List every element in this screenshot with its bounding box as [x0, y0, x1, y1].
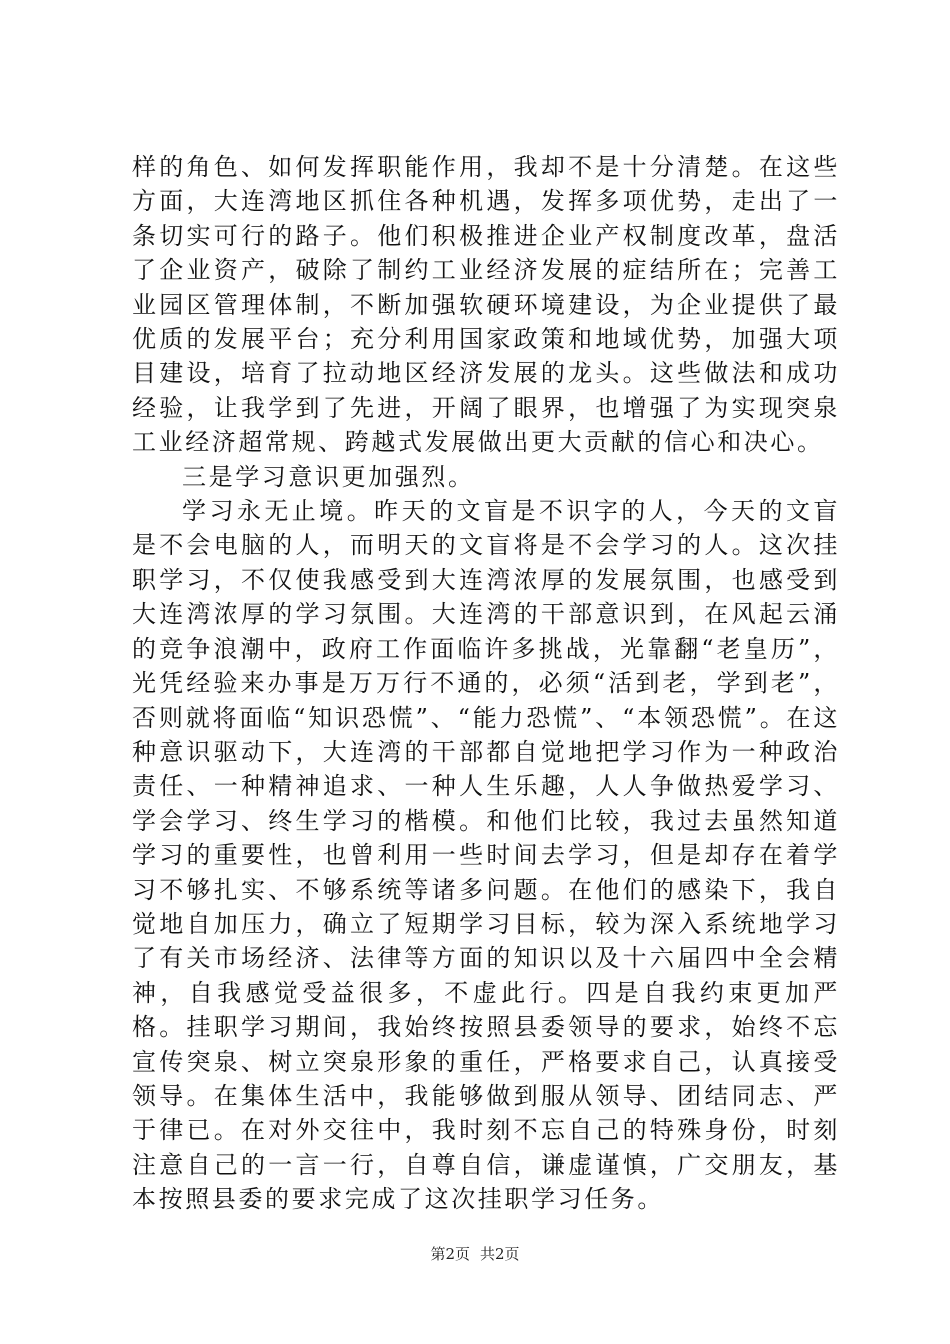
page-number: 第2页: [430, 1245, 470, 1263]
paragraph-section-heading: 三是学习意识更加强烈。: [182, 462, 475, 491]
document-body: [132, 150, 840, 1217]
paragraph-learning: 学习永无止境。昨天的文盲是不识字的人，今天的文盲是不会电脑的人，而明天的文盲将是不会学习的人。这次挂职学习，不仅使我感受到大连湾浓厚的发展氛围，也感受到大连湾浓厚的学习氛围。大连湾的干部意识到，在风起云涌的竞争浪潮中，政府工作面临许多挑战，光靠翻“老皇历”，光凭经验来办事是万万行不通的，必须“活到老，学到老”，否则就将面临“知识恐慌”、“能力恐慌”、“本领恐慌”。在这种意识驱动下，大连湾的干部都自觉地把学习作为一种政治责任、一种精神追求、一种人生乐趣，人人争做热爱学习、学会学习、终生学习的楷模。和他们比较，我过去虽然知道学习的重要性，也曾利用一些时间去学习，但是却存在着学习不够扎实、不够系统等诸多问题。在他们的感染下，我自觉地自加压力，确立了短期学习目标，较为深入系统地学习了有关市场经济、法律等方面的知识以及十六届四中全会精神，自我感觉受益很多，不虚此行。四是自我约束更加严格。挂职学习期间，我始终按照县委领导的要求，始终不忘宣传突泉、树立突泉形象的重任，严格要求自己，认真接受领导。在集体生活中，我能够做到服从领导、团结同志、严于律已。在对外交往中，我时刻不忘自己的特殊身份，时刻注意自己的一言一行，自尊自信，谦虚谨慎，广交朋友，基本按照县委的要求完成了这次挂职学习任务。: [132, 497, 840, 1214]
page-footer: [0, 1244, 950, 1264]
page-total: 共2页: [480, 1245, 520, 1263]
paragraph-continuation: 样的角色、如何发挥职能作用，我却不是十分清楚。在这些方面，大连湾地区抓住各种机遇，发挥多项优势，走出了一条切实可行的路子。他们积极推进企业产权制度改革，盘活了企业资产，破除了制约工业经济发展的症结所在；完善工业园区管理体制，不断加强软硬环境建设，为企业提供了最优质的发展平台；充分利用国家政策和地域优势，加强大项目建设，培育了拉动地区经济发展的龙头。这些做法和成功经验，让我学到了先进，开阔了眼界，也增强了为实现突泉工业经济超常规、跨越式发展做出更大贡献的信心和决心。: [132, 153, 840, 457]
